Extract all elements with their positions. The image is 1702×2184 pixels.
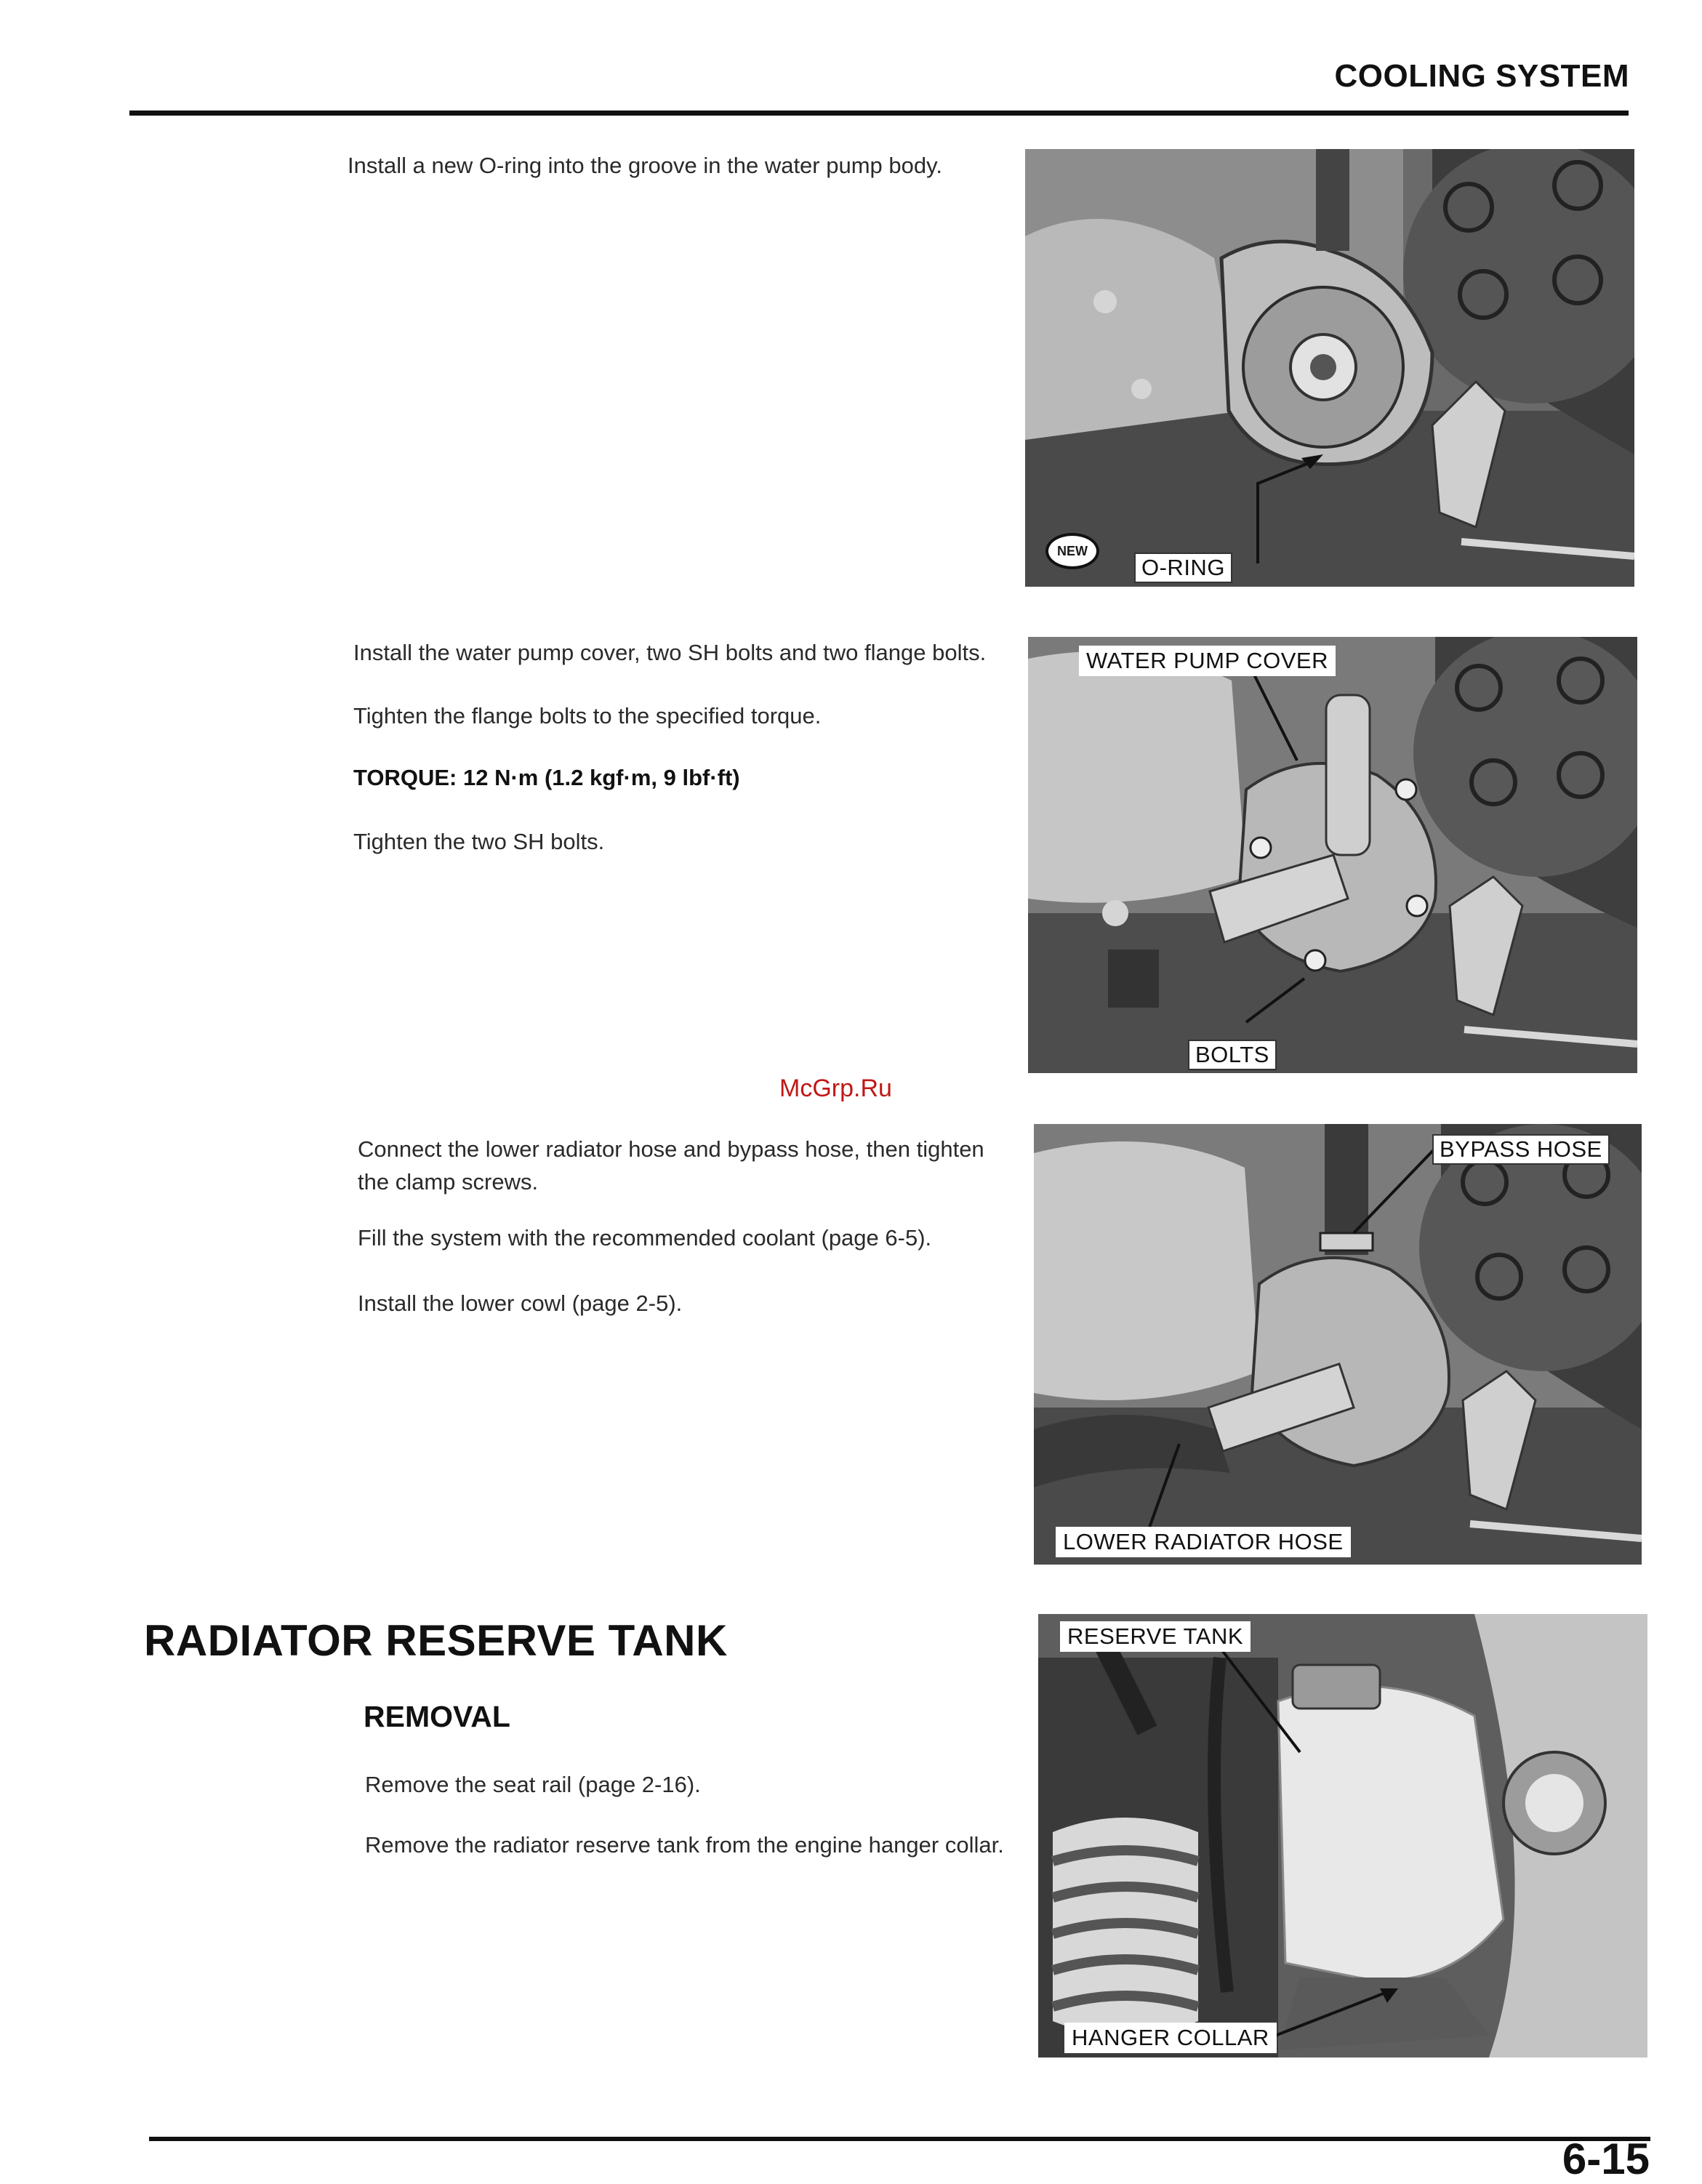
label-bypass-hose: BYPASS HOSE bbox=[1432, 1134, 1610, 1165]
page-number: 6-15 bbox=[1562, 2135, 1650, 2183]
new-part-badge-icon: NEW bbox=[1045, 533, 1099, 569]
step-remove-reserve-tank: Remove the radiator reserve tank from the engine hanger collar. bbox=[365, 1832, 1004, 1858]
figure-o-ring-photo bbox=[1025, 149, 1634, 587]
section-heading: RADIATOR RESERVE TANK bbox=[144, 1616, 728, 1665]
sub-heading-removal: REMOVAL bbox=[364, 1700, 510, 1733]
step-connect-hoses: Connect the lower radiator hose and bypass hose, then tighten the clamp screws. bbox=[358, 1136, 984, 1195]
section-header-title: COOLING SYSTEM bbox=[1334, 58, 1629, 94]
footer-divider bbox=[149, 2137, 1650, 2141]
figure-reserve-tank-photo bbox=[1038, 1614, 1647, 2057]
label-water-pump-cover: WATER PUMP COVER bbox=[1079, 646, 1336, 676]
step-install-pump-cover: Install the water pump cover, two SH bolts and two flange bolts. bbox=[353, 640, 987, 665]
torque-spec: TORQUE: 12 N·m (1.2 kgf·m, 9 lbf·ft) bbox=[353, 765, 740, 790]
figure-hoses-photo bbox=[1034, 1124, 1642, 1565]
header-divider bbox=[129, 111, 1629, 116]
label-reserve-tank: RESERVE TANK bbox=[1060, 1621, 1251, 1652]
label-bolts: BOLTS bbox=[1188, 1040, 1277, 1070]
step-tighten-flange-bolts: Tighten the flange bolts to the specified torque. bbox=[353, 703, 822, 728]
label-o-ring: O-RING bbox=[1134, 553, 1232, 583]
step-install-lower-cowl: Install the lower cowl (page 2-5). bbox=[358, 1290, 683, 1316]
watermark-text: McGrp.Ru bbox=[779, 1075, 892, 1102]
label-lower-radiator-hose: LOWER RADIATOR HOSE bbox=[1056, 1527, 1351, 1557]
step-install-o-ring: Install a new O-ring into the groove in the water pump body. bbox=[348, 153, 942, 178]
label-hanger-collar: HANGER COLLAR bbox=[1064, 2023, 1277, 2053]
step-fill-coolant: Fill the system with the recommended coolant (page 6-5). bbox=[358, 1225, 932, 1250]
step-remove-seat-rail: Remove the seat rail (page 2-16). bbox=[365, 1772, 701, 1797]
step-tighten-sh-bolts: Tighten the two SH bolts. bbox=[353, 829, 605, 854]
figure-water-pump-cover-photo bbox=[1028, 637, 1637, 1073]
